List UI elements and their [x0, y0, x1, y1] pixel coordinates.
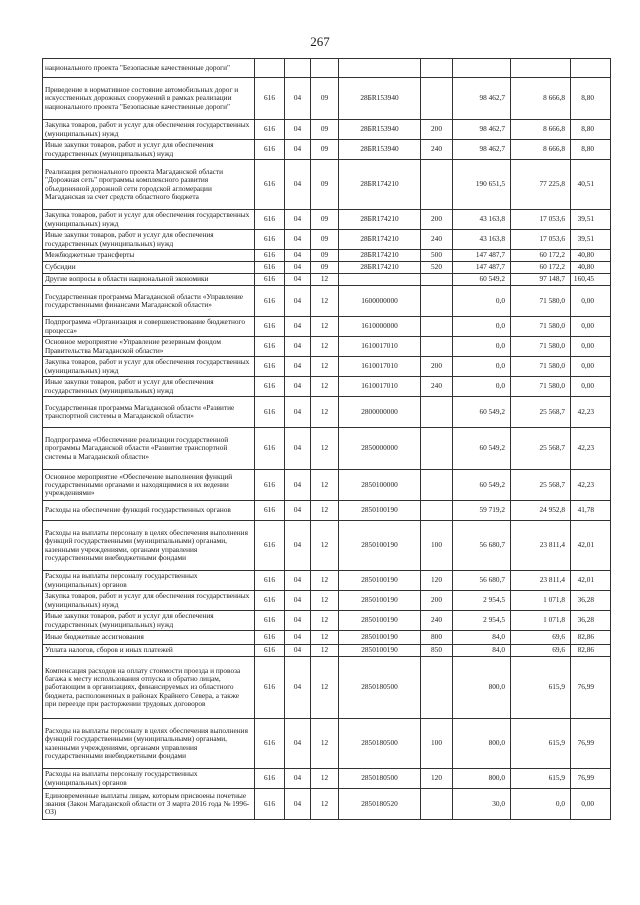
- vr-cell: 240: [421, 611, 453, 631]
- actual-value-cell: 8 666,8: [511, 140, 571, 160]
- rz-cell: 04: [285, 230, 311, 250]
- rz-cell: 04: [285, 645, 311, 657]
- plan-value-cell: 56 680,7: [453, 571, 511, 591]
- actual-value-cell: 25 568,7: [511, 428, 571, 470]
- table-row: [43, 501, 611, 521]
- ved-cell: 616: [255, 571, 285, 591]
- ved-cell: 616: [255, 645, 285, 657]
- row-name-cell: Межбюджетные трансферты: [43, 250, 255, 262]
- plan-value-cell: 0,0: [453, 317, 511, 337]
- percent-cell: 42,01: [571, 521, 611, 571]
- actual-value-cell: 60 172,2: [511, 262, 571, 274]
- actual-value-cell: 17 053,6: [511, 210, 571, 230]
- row-name-cell: Иные закупки товаров, работ и услуг для обеспечения государственных (муниципальных) нужд: [43, 230, 255, 250]
- row-name-cell: Расходы на обеспечение функций государственных органов: [43, 501, 255, 521]
- ved-cell: 616: [255, 230, 285, 250]
- rz-cell: 04: [285, 357, 311, 377]
- actual-value-cell: 0,0: [511, 789, 571, 820]
- actual-value-cell: 615,9: [511, 719, 571, 769]
- ved-cell: 616: [255, 631, 285, 645]
- pr-cell: 12: [311, 317, 339, 337]
- percent-cell: 42,23: [571, 470, 611, 501]
- row-name-cell: Компенсация расходов на оплату стоимости проезда и провоза багажа к месту использования отпуска и обратно лицам, работающим в организациях, финансируемых из областного бюджета, расположенных в районах Крайнего Севера, а также при переезде при расторжении трудовых договоров: [43, 657, 255, 719]
- rz-cell: 04: [285, 317, 311, 337]
- vr-cell: 100: [421, 521, 453, 571]
- actual-value-cell: 71 580,0: [511, 357, 571, 377]
- rz-cell: [285, 59, 311, 78]
- csr-cell: 1610017010: [339, 357, 421, 377]
- actual-value-cell: 69,6: [511, 631, 571, 645]
- pr-cell: 09: [311, 210, 339, 230]
- plan-value-cell: 60 549,2: [453, 470, 511, 501]
- percent-cell: 40,80: [571, 250, 611, 262]
- percent-cell: 42,23: [571, 397, 611, 428]
- table-row: [43, 59, 611, 78]
- table-row: [43, 428, 611, 470]
- csr-cell: 28БR174210: [339, 160, 421, 210]
- ved-cell: 616: [255, 470, 285, 501]
- row-name-cell: национального проекта "Безопасные качественные дороги": [43, 59, 255, 78]
- table-row: [43, 262, 611, 274]
- percent-cell: 82,86: [571, 645, 611, 657]
- plan-value-cell: 59 719,2: [453, 501, 511, 521]
- row-name-cell: Приведение в нормативное состояние автомобильных дорог и искусственных дорожных сооружений в рамках реализации национального проекта "Безопасные качественные дороги": [43, 78, 255, 120]
- table-row: [43, 274, 611, 286]
- actual-value-cell: 71 580,0: [511, 317, 571, 337]
- csr-cell: 28БR174210: [339, 230, 421, 250]
- table-row: [43, 78, 611, 120]
- actual-value-cell: 24 952,8: [511, 501, 571, 521]
- percent-cell: 76,99: [571, 769, 611, 789]
- pr-cell: 12: [311, 769, 339, 789]
- ved-cell: 616: [255, 274, 285, 286]
- vr-cell: [421, 59, 453, 78]
- row-name-cell: Государственная программа Магаданской области «Управление государственными финансами Магаданской области»: [43, 286, 255, 317]
- page-number: 267: [310, 34, 330, 49]
- vr-cell: 200: [421, 120, 453, 140]
- actual-value-cell: 69,6: [511, 645, 571, 657]
- table-row: [43, 250, 611, 262]
- row-name-cell: Единовременные выплаты лицам, которым присвоены почетные звания (Закон Магаданской области от 3 марта 2016 года № 1996-ОЗ): [43, 789, 255, 820]
- actual-value-cell: 25 568,7: [511, 470, 571, 501]
- rz-cell: 04: [285, 120, 311, 140]
- vr-cell: 120: [421, 769, 453, 789]
- vr-cell: [421, 274, 453, 286]
- rz-cell: 04: [285, 397, 311, 428]
- actual-value-cell: 8 666,8: [511, 78, 571, 120]
- actual-value-cell: 23 811,4: [511, 571, 571, 591]
- plan-value-cell: [453, 59, 511, 78]
- actual-value-cell: [511, 59, 571, 78]
- vr-cell: 850: [421, 645, 453, 657]
- percent-cell: 41,78: [571, 501, 611, 521]
- row-name-cell: Подпрограмма «Организация и совершенствование бюджетного процесса»: [43, 317, 255, 337]
- csr-cell: 2850180500: [339, 719, 421, 769]
- row-name-cell: Иные закупки товаров, работ и услуг для обеспечения государственных (муниципальных) нужд: [43, 377, 255, 397]
- plan-value-cell: 147 487,7: [453, 250, 511, 262]
- rz-cell: 04: [285, 428, 311, 470]
- pr-cell: 12: [311, 377, 339, 397]
- pr-cell: 12: [311, 428, 339, 470]
- csr-cell: 2850000000: [339, 428, 421, 470]
- pr-cell: 09: [311, 140, 339, 160]
- rz-cell: 04: [285, 591, 311, 611]
- pr-cell: 12: [311, 645, 339, 657]
- plan-value-cell: 2 954,5: [453, 591, 511, 611]
- csr-cell: 2850100190: [339, 631, 421, 645]
- pr-cell: 09: [311, 78, 339, 120]
- percent-cell: 82,86: [571, 631, 611, 645]
- actual-value-cell: 615,9: [511, 769, 571, 789]
- ved-cell: 616: [255, 160, 285, 210]
- percent-cell: 36,28: [571, 591, 611, 611]
- plan-value-cell: 0,0: [453, 377, 511, 397]
- plan-value-cell: 60 549,2: [453, 274, 511, 286]
- table-row: [43, 317, 611, 337]
- table-row: [43, 357, 611, 377]
- actual-value-cell: 71 580,0: [511, 337, 571, 357]
- csr-cell: 28БR153940: [339, 120, 421, 140]
- rz-cell: 04: [285, 160, 311, 210]
- vr-cell: [421, 78, 453, 120]
- row-name-cell: Закупка товаров, работ и услуг для обеспечения государственных (муниципальных) нужд: [43, 120, 255, 140]
- vr-cell: [421, 337, 453, 357]
- actual-value-cell: 8 666,8: [511, 120, 571, 140]
- actual-value-cell: 71 580,0: [511, 286, 571, 317]
- rz-cell: 04: [285, 337, 311, 357]
- table-row: [43, 521, 611, 571]
- plan-value-cell: 98 462,7: [453, 120, 511, 140]
- rz-cell: 04: [285, 631, 311, 645]
- table-row: [43, 645, 611, 657]
- pr-cell: 12: [311, 274, 339, 286]
- ved-cell: 616: [255, 140, 285, 160]
- rz-cell: 04: [285, 78, 311, 120]
- csr-cell: 28БR153940: [339, 78, 421, 120]
- csr-cell: 28БR153940: [339, 140, 421, 160]
- table-row: [43, 611, 611, 631]
- rz-cell: 04: [285, 571, 311, 591]
- row-name-cell: Реализация регионального проекта Магаданской области "Дорожная сеть" программы комплексного развития объединенной дорожной сети городской агломерации Магаданская за счет средств областного бюджета: [43, 160, 255, 210]
- csr-cell: 2850100190: [339, 501, 421, 521]
- table-row: [43, 719, 611, 769]
- ved-cell: 616: [255, 789, 285, 820]
- row-name-cell: Уплата налогов, сборов и иных платежей: [43, 645, 255, 657]
- percent-cell: 0,00: [571, 377, 611, 397]
- rz-cell: 04: [285, 250, 311, 262]
- percent-cell: 76,99: [571, 719, 611, 769]
- actual-value-cell: 25 568,7: [511, 397, 571, 428]
- actual-value-cell: 71 580,0: [511, 377, 571, 397]
- table-row: [43, 470, 611, 501]
- row-name-cell: Иные бюджетные ассигнования: [43, 631, 255, 645]
- ved-cell: 616: [255, 521, 285, 571]
- csr-cell: 1600000000: [339, 286, 421, 317]
- vr-cell: 240: [421, 377, 453, 397]
- plan-value-cell: 84,0: [453, 631, 511, 645]
- vr-cell: 500: [421, 250, 453, 262]
- vr-cell: [421, 397, 453, 428]
- rz-cell: 04: [285, 657, 311, 719]
- row-name-cell: Основное мероприятие «Обеспечение выполнения функций государственными органами и находящимися в их ведении учреждениями»: [43, 470, 255, 501]
- plan-value-cell: 60 549,2: [453, 397, 511, 428]
- pr-cell: 12: [311, 571, 339, 591]
- pr-cell: 09: [311, 160, 339, 210]
- pr-cell: 12: [311, 657, 339, 719]
- table-row: [43, 631, 611, 645]
- table-row: [43, 657, 611, 719]
- percent-cell: [571, 59, 611, 78]
- ved-cell: 616: [255, 78, 285, 120]
- vr-cell: 100: [421, 719, 453, 769]
- pr-cell: 12: [311, 611, 339, 631]
- ved-cell: 616: [255, 591, 285, 611]
- plan-value-cell: 98 462,7: [453, 78, 511, 120]
- ved-cell: 616: [255, 501, 285, 521]
- plan-value-cell: 147 487,7: [453, 262, 511, 274]
- vr-cell: [421, 286, 453, 317]
- row-name-cell: Расходы на выплаты персоналу в целях обеспечения выполнения функций государственными (муниципальными) органами, казенными учреждениями, органами управления государственными внебюджетными фондами: [43, 521, 255, 571]
- rz-cell: 04: [285, 274, 311, 286]
- vr-cell: [421, 470, 453, 501]
- csr-cell: [339, 274, 421, 286]
- csr-cell: 1610017010: [339, 337, 421, 357]
- table-row: [43, 286, 611, 317]
- ved-cell: 616: [255, 377, 285, 397]
- actual-value-cell: 1 071,8: [511, 611, 571, 631]
- row-name-cell: Субсидии: [43, 262, 255, 274]
- row-name-cell: Иные закупки товаров, работ и услуг для обеспечения государственных (муниципальных) нужд: [43, 140, 255, 160]
- pr-cell: 12: [311, 357, 339, 377]
- row-name-cell: Закупка товаров, работ и услуг для обеспечения государственных (муниципальных) нужд: [43, 357, 255, 377]
- vr-cell: 520: [421, 262, 453, 274]
- plan-value-cell: 0,0: [453, 357, 511, 377]
- vr-cell: [421, 501, 453, 521]
- pr-cell: 12: [311, 501, 339, 521]
- pr-cell: 09: [311, 262, 339, 274]
- pr-cell: 12: [311, 286, 339, 317]
- ved-cell: 616: [255, 657, 285, 719]
- vr-cell: [421, 657, 453, 719]
- ved-cell: 616: [255, 428, 285, 470]
- csr-cell: 28БR174210: [339, 210, 421, 230]
- plan-value-cell: 0,0: [453, 337, 511, 357]
- rz-cell: 04: [285, 470, 311, 501]
- rz-cell: 04: [285, 501, 311, 521]
- budget-table: [42, 58, 611, 820]
- ved-cell: 616: [255, 262, 285, 274]
- ved-cell: 616: [255, 719, 285, 769]
- vr-cell: 800: [421, 631, 453, 645]
- csr-cell: 2850180500: [339, 657, 421, 719]
- pr-cell: 09: [311, 230, 339, 250]
- percent-cell: 40,80: [571, 262, 611, 274]
- percent-cell: 8,80: [571, 140, 611, 160]
- percent-cell: 0,00: [571, 286, 611, 317]
- csr-cell: 2800000000: [339, 397, 421, 428]
- actual-value-cell: 17 053,6: [511, 230, 571, 250]
- pr-cell: 12: [311, 631, 339, 645]
- vr-cell: 120: [421, 571, 453, 591]
- pr-cell: 12: [311, 397, 339, 428]
- actual-value-cell: 1 071,8: [511, 591, 571, 611]
- csr-cell: [339, 59, 421, 78]
- actual-value-cell: 23 811,4: [511, 521, 571, 571]
- ved-cell: 616: [255, 210, 285, 230]
- table-row: [43, 397, 611, 428]
- percent-cell: 0,00: [571, 357, 611, 377]
- pr-cell: 12: [311, 470, 339, 501]
- percent-cell: 0,00: [571, 789, 611, 820]
- csr-cell: 2850180520: [339, 789, 421, 820]
- percent-cell: 8,80: [571, 78, 611, 120]
- table-row: [43, 160, 611, 210]
- ved-cell: 616: [255, 120, 285, 140]
- rz-cell: 04: [285, 769, 311, 789]
- table-row: [43, 571, 611, 591]
- vr-cell: 240: [421, 140, 453, 160]
- ved-cell: 616: [255, 317, 285, 337]
- rz-cell: 04: [285, 611, 311, 631]
- csr-cell: 1610017010: [339, 377, 421, 397]
- vr-cell: 200: [421, 591, 453, 611]
- table-row: [43, 789, 611, 820]
- percent-cell: 39,51: [571, 230, 611, 250]
- plan-value-cell: 43 163,8: [453, 230, 511, 250]
- csr-cell: 2850100000: [339, 470, 421, 501]
- table-row: [43, 337, 611, 357]
- row-name-cell: Подпрограмма «Обеспечение реализации государственной программы Магаданской области «Развитие транспортной системы в Магаданской области»: [43, 428, 255, 470]
- vr-cell: 240: [421, 230, 453, 250]
- row-name-cell: Основное мероприятие «Управление резервным фондом Правительства Магаданской области»: [43, 337, 255, 357]
- table-row: [43, 769, 611, 789]
- csr-cell: 2850100190: [339, 571, 421, 591]
- plan-value-cell: 0,0: [453, 286, 511, 317]
- row-name-cell: Расходы на выплаты персоналу государственных (муниципальных) органов: [43, 769, 255, 789]
- percent-cell: 42,23: [571, 428, 611, 470]
- pr-cell: 12: [311, 521, 339, 571]
- csr-cell: 2850100190: [339, 591, 421, 611]
- ved-cell: 616: [255, 357, 285, 377]
- rz-cell: 04: [285, 262, 311, 274]
- actual-value-cell: 60 172,2: [511, 250, 571, 262]
- row-name-cell: Государственная программа Магаданской области «Развитие транспортной системы в Магаданской области»: [43, 397, 255, 428]
- pr-cell: 12: [311, 789, 339, 820]
- ved-cell: 616: [255, 611, 285, 631]
- ved-cell: [255, 59, 285, 78]
- pr-cell: 09: [311, 120, 339, 140]
- vr-cell: [421, 789, 453, 820]
- plan-value-cell: 2 954,5: [453, 611, 511, 631]
- csr-cell: 2850180500: [339, 769, 421, 789]
- table-row: [43, 377, 611, 397]
- actual-value-cell: 615,9: [511, 657, 571, 719]
- row-name-cell: Расходы на выплаты персоналу государственных (муниципальных) органов: [43, 571, 255, 591]
- pr-cell: 09: [311, 250, 339, 262]
- pr-cell: 12: [311, 719, 339, 769]
- percent-cell: 76,99: [571, 657, 611, 719]
- csr-cell: 28БR174210: [339, 262, 421, 274]
- plan-value-cell: 56 680,7: [453, 521, 511, 571]
- percent-cell: 160,45: [571, 274, 611, 286]
- table-row: [43, 230, 611, 250]
- percent-cell: 36,28: [571, 611, 611, 631]
- rz-cell: 04: [285, 140, 311, 160]
- rz-cell: 04: [285, 521, 311, 571]
- vr-cell: 200: [421, 210, 453, 230]
- csr-cell: 1610000000: [339, 317, 421, 337]
- ved-cell: 616: [255, 286, 285, 317]
- table-row: [43, 591, 611, 611]
- row-name-cell: Расходы на выплаты персоналу в целях обеспечения выполнения функций государственными (муниципальными) органами, казенными учреждениями, органами управления государственными внебюджетными фондами: [43, 719, 255, 769]
- percent-cell: 39,51: [571, 210, 611, 230]
- rz-cell: 04: [285, 210, 311, 230]
- percent-cell: 0,00: [571, 317, 611, 337]
- percent-cell: 0,00: [571, 337, 611, 357]
- table-row: [43, 210, 611, 230]
- percent-cell: 40,51: [571, 160, 611, 210]
- table-row: [43, 140, 611, 160]
- table-row: [43, 120, 611, 140]
- row-name-cell: Иные закупки товаров, работ и услуг для обеспечения государственных (муниципальных) нужд: [43, 611, 255, 631]
- pr-cell: [311, 59, 339, 78]
- plan-value-cell: 190 651,5: [453, 160, 511, 210]
- plan-value-cell: 800,0: [453, 719, 511, 769]
- pr-cell: 12: [311, 337, 339, 357]
- actual-value-cell: 97 148,7: [511, 274, 571, 286]
- actual-value-cell: 77 225,8: [511, 160, 571, 210]
- ved-cell: 616: [255, 337, 285, 357]
- plan-value-cell: 800,0: [453, 769, 511, 789]
- plan-value-cell: 84,0: [453, 645, 511, 657]
- csr-cell: 2850100190: [339, 645, 421, 657]
- ved-cell: 616: [255, 250, 285, 262]
- vr-cell: [421, 160, 453, 210]
- row-name-cell: Закупка товаров, работ и услуг для обеспечения государственных (муниципальных) нужд: [43, 591, 255, 611]
- ved-cell: 616: [255, 769, 285, 789]
- plan-value-cell: 800,0: [453, 657, 511, 719]
- rz-cell: 04: [285, 377, 311, 397]
- rz-cell: 04: [285, 719, 311, 769]
- csr-cell: 2850100190: [339, 521, 421, 571]
- pr-cell: 12: [311, 591, 339, 611]
- vr-cell: 200: [421, 357, 453, 377]
- plan-value-cell: 43 163,8: [453, 210, 511, 230]
- plan-value-cell: 60 549,2: [453, 428, 511, 470]
- rz-cell: 04: [285, 789, 311, 820]
- csr-cell: 2850100190: [339, 611, 421, 631]
- percent-cell: 42,01: [571, 571, 611, 591]
- plan-value-cell: 30,0: [453, 789, 511, 820]
- ved-cell: 616: [255, 397, 285, 428]
- csr-cell: 28БR174210: [339, 250, 421, 262]
- percent-cell: 8,80: [571, 120, 611, 140]
- table-body: [43, 59, 611, 820]
- row-name-cell: Закупка товаров, работ и услуг для обеспечения государственных (муниципальных) нужд: [43, 210, 255, 230]
- row-name-cell: Другие вопросы в области национальной экономики: [43, 274, 255, 286]
- plan-value-cell: 98 462,7: [453, 140, 511, 160]
- vr-cell: [421, 317, 453, 337]
- vr-cell: [421, 428, 453, 470]
- rz-cell: 04: [285, 286, 311, 317]
